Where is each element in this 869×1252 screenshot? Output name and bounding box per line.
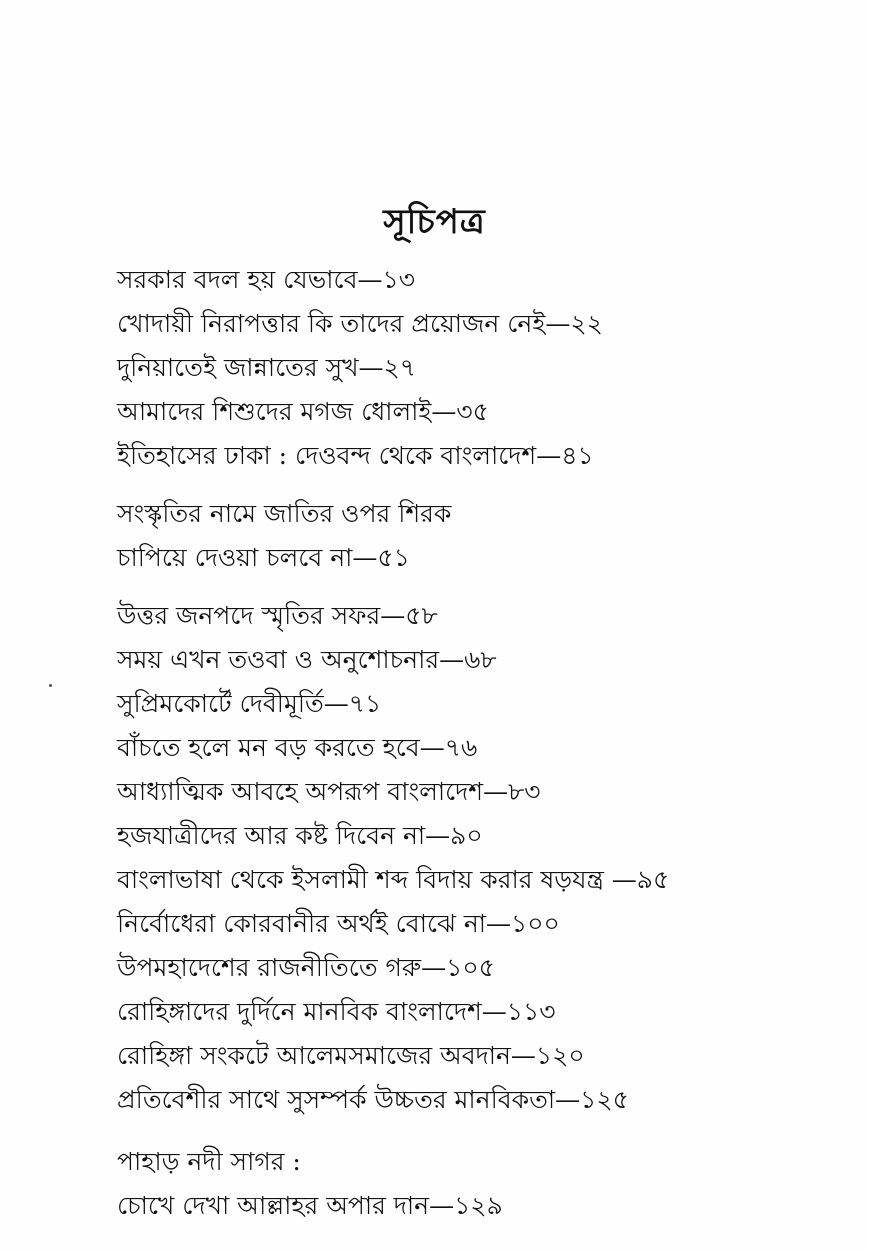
- table-of-contents: [117, 258, 837, 1228]
- toc-entry: উত্তর জনপদে স্মৃতির সফর—৫৮: [117, 601, 438, 630]
- toc-entry: চোখে দেখা আল্লাহর অপার দান—১২৯: [117, 1191, 503, 1220]
- toc-entry: সরকার বদল হয় যেভাবে—১৩: [117, 265, 415, 294]
- toc-entry: হজযাত্রীদের আর কষ্ট দিবেন না—৯০: [117, 821, 483, 850]
- toc-entry: ইতিহাসের ঢাকা : দেওবন্দ থেকে বাংলাদেশ—৪১: [117, 441, 594, 470]
- toc-entry: বাঁচতে হলে মন বড় করতে হবে—৭৬: [117, 733, 478, 762]
- toc-entry: পাহাড় নদী সাগর :: [117, 1147, 301, 1176]
- toc-entry: নির্বোধেরা কোরবানীর অর্থই বোঝে না—১০০: [117, 909, 560, 938]
- toc-entry-group: [117, 1140, 837, 1228]
- toc-entry: সুপ্রিমকোর্টে দেবীমূর্তি—৭১: [117, 689, 382, 718]
- toc-entry: সময় এখন তওবা ও অনুশোচনার—৬৮: [117, 645, 497, 674]
- page-title: সূচিপত্র: [383, 202, 486, 242]
- toc-entry-group: [117, 594, 837, 1122]
- toc-entry: রোহিঙ্গা সংকটে আলেমসমাজের অবদান—১২০: [117, 1041, 585, 1070]
- toc-entry: খোদায়ী নিরাপত্তার কি তাদের প্রয়োজন নেই—২২: [117, 309, 603, 338]
- toc-entry: চাপিয়ে দেওয়া চলবে না—৫১: [117, 543, 410, 572]
- toc-entry-group: [117, 492, 837, 580]
- toc-entry: বাংলাভাষা থেকে ইসলামী শব্দ বিদায় করার ষড়যন্ত্র —৯৫: [117, 865, 670, 894]
- ink-speck: [49, 684, 52, 687]
- toc-entry: উপমহাদেশের রাজনীতিতে গরু—১০৫: [117, 953, 495, 982]
- toc-entry: সংস্কৃতির নামে জাতির ওপর শিরক: [117, 499, 452, 528]
- toc-entry: আধ্যাত্মিক আবহে অপরূপ বাংলাদেশ—৮৩: [117, 777, 541, 806]
- toc-entry: দুনিয়াতেই জান্নাতের সুখ—২৭: [117, 353, 417, 382]
- toc-entry: আমাদের শিশুদের মগজ ধোলাই—৩৫: [117, 397, 489, 426]
- toc-entry: রোহিঙ্গাদের দুর্দিনে মানবিক বাংলাদেশ—১১৩: [117, 997, 556, 1026]
- toc-entry: প্রতিবেশীর সাথে সুসম্পর্ক উচ্চতর মানবিকতা—১২৫: [117, 1085, 629, 1114]
